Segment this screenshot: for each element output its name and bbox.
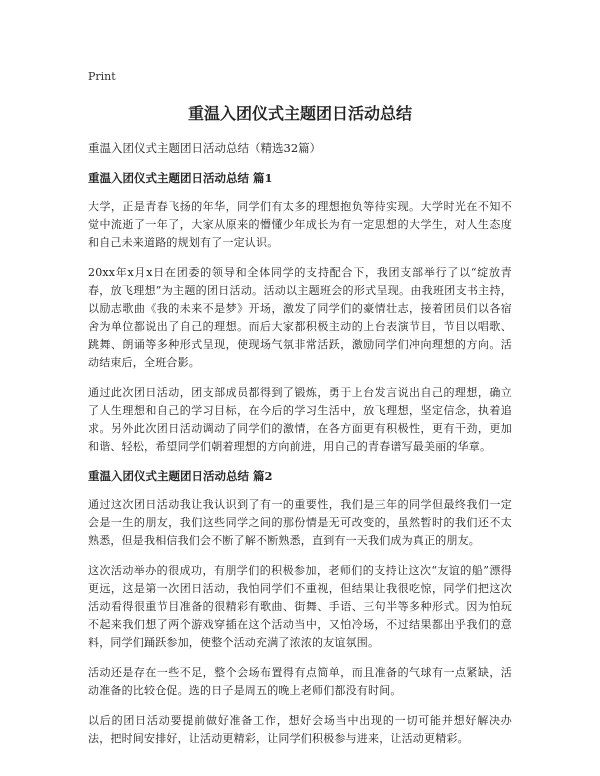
section-heading: 重温入团仪式主题团日活动总结 篇2: [88, 469, 273, 483]
document-subtitle: 重温入团仪式主题团日活动总结（精选32篇）: [88, 141, 322, 155]
print-link[interactable]: Print: [88, 70, 116, 83]
paragraph: 大学，正是青春飞扬的年华，同学们有太多的理想抱负等待实现。大学时光在不知不觉中流逝了一年了，大家从原来的懵懂少年成长为有一定思想的大学生，对人生态度和自己未来道路的规划有了一定认识。: [88, 200, 512, 249]
paragraph: 通过此次团日活动，团支部成员都得到了锻炼，勇于上台发言说出自己的理想，确立了人生理想和自己的学习目标，在今后的学习生活中，放飞理想，坚定信念，执着追求。另外此次团日活动调动了同学们的激情，在各方面更有积极性，更有干劲，更加和谐、轻松，希望同学们朝着理想的方向前进，用自己的青春谱写最美丽的华章。: [88, 386, 512, 453]
paragraph: 通过这次团日活动我让我认识到了有一的重要性，我们是三年的同学但最终我们一定会是一生的朋友，我们这些同学之间的那份情是无可改变的，虽然暂时的我们还不太熟悉，但是我相信我们会不断了解不断熟悉，直到有一天我们成为真正的朋友。: [88, 498, 512, 547]
paragraph: 20xx年x月x日在团委的领导和全体同学的支持配合下，我团支部举行了以“绽放青春，放飞理想”为主题的团日活动。活动以主题班会的形式呈现。由我班团支书主持，以励志歌曲《我的未来不是梦》开场，激发了同学们的豪情壮志，接着团员们以各宿舍为单位都说出了自己的理想。而后大家都积极主动的上台表演节目，节目以唱歌、跳舞、朗诵等多种形式呈现，使现场气氛非常活跃，激励同学们冲向理想的方向。活动结束后，全班合影。: [88, 266, 512, 369]
paragraph: 活动还是存在一些不足，整个会场布置得有点简单，而且准备的气球有一点紧缺，活动准备的比较仓促。选的日子是周五的晚上老师们都没有时间。: [88, 666, 512, 697]
page-title: 重温入团仪式主题团日活动总结: [187, 104, 412, 123]
section-1: [88, 170, 512, 456]
paragraph: 这次活动举办的很成功，有朋学们的积极参加，老师们的支持让这次“友谊的船”漂得更远，这是第一次团日活动，我怕同学们不重视，但结果让我很吃惊，同学们把这次活动看得很重节目准备的很精彩有歌曲、街舞、手语、三句半等多种形式。因为怕玩不起来我们想了两个游戏穿插在这个活动当中，又怕冷场，不过结果都出乎我们的意料，同学们踊跃参加，使整个活动充满了浓浓的友谊氛围。: [88, 564, 512, 649]
paragraph: 以后的团日活动要提前做好准备工作，想好会场当中出现的一切可能并想好解决办法，把时间安排好，让活动更精彩，让同学们积极参与进来，让活动更精彩。: [88, 714, 512, 745]
section-heading: 重温入团仪式主题团日活动总结 篇1: [88, 171, 273, 185]
section-2: [88, 468, 512, 748]
